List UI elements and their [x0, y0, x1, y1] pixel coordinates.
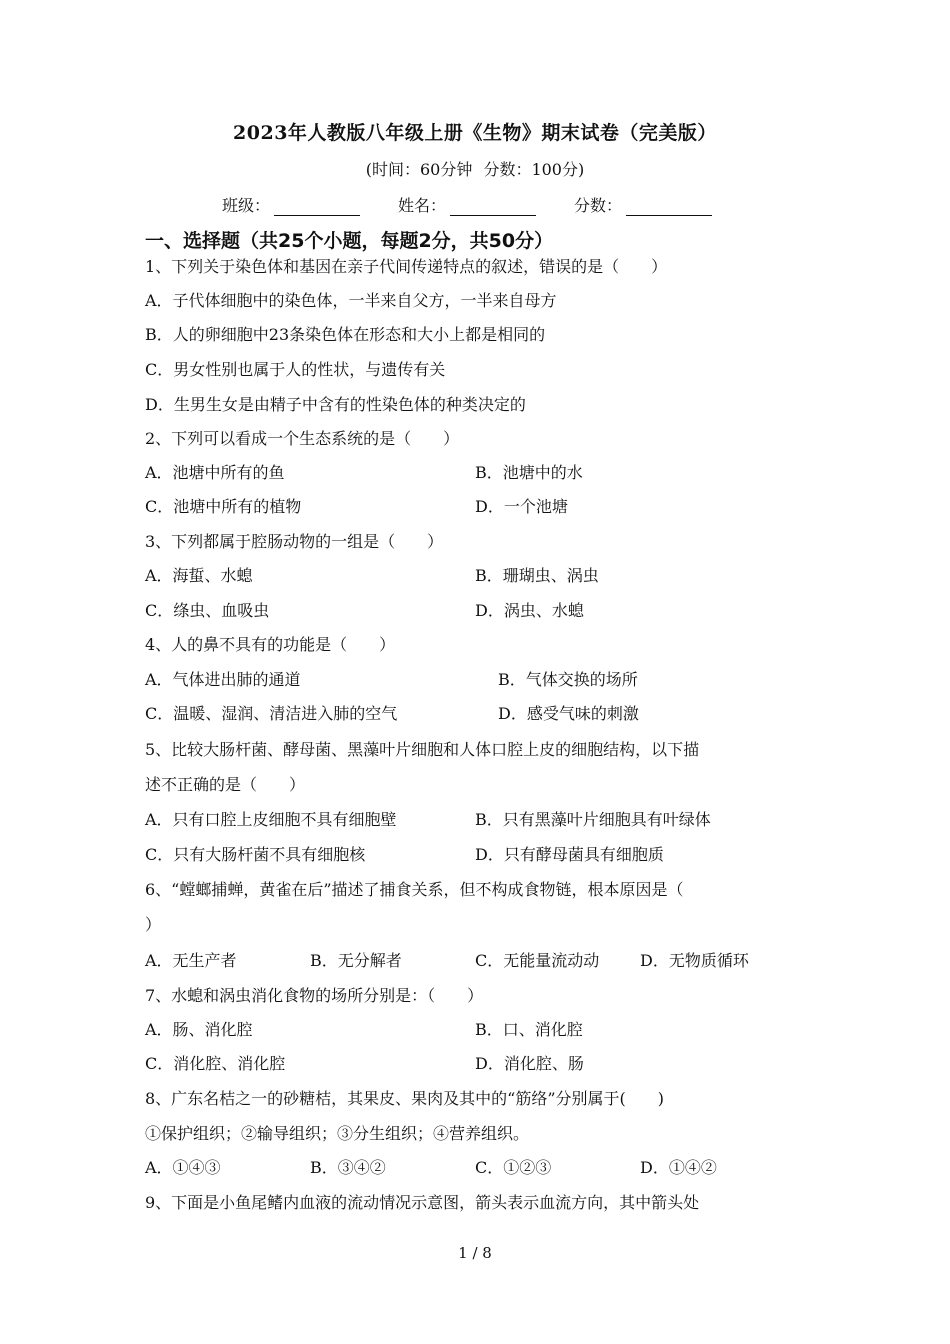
- question-2-option-d: D．一个池塘: [475, 497, 568, 516]
- question-1-stem: 1、下列关于染色体和基因在亲子代间传递特点的叙述，错误的是（ ）: [145, 257, 668, 276]
- question-6-option-d: D．无物质循环: [640, 951, 749, 970]
- question-8-stem-continued: ①保护组织；②输导组织；③分生组织；④营养组织。: [145, 1124, 530, 1143]
- question-3-option-b: B．珊瑚虫、涡虫: [475, 566, 599, 585]
- score-blank: [626, 197, 712, 216]
- exam-subtitle: (时间：60分钟 分数：100分): [365, 160, 585, 179]
- question-5-stem: 5、比较大肠杆菌、酵母菌、黑藻叶片细胞和人体口腔上皮的细胞结构，以下描: [145, 740, 700, 759]
- score-label: 分数：: [574, 196, 623, 215]
- name-blank: [450, 197, 536, 216]
- question-2-option-a: A．池塘中所有的鱼: [145, 463, 285, 482]
- question-4-stem: 4、人的鼻不具有的功能是（ ）: [145, 635, 396, 654]
- student-info-row: [222, 193, 750, 216]
- question-5-option-c: C．只有大肠杆菌不具有细胞核: [145, 845, 366, 864]
- question-7-stem: 7、水螅和涡虫消化食物的场所分别是：（ ）: [145, 986, 484, 1005]
- class-blank: [274, 197, 360, 216]
- question-8-option-d: D．①④②: [640, 1158, 717, 1177]
- question-4-option-a: A．气体进出肺的通道: [145, 670, 301, 689]
- question-6-option-c: C．无能量流动动: [475, 951, 600, 970]
- question-3-option-a: A．海蜇、水螅: [145, 566, 253, 585]
- question-4-option-b: B．气体交换的场所: [498, 670, 638, 689]
- question-5-option-b: B．只有黑藻叶片细胞具有叶绿体: [475, 810, 711, 829]
- question-6-stem-continued: ）: [145, 915, 162, 934]
- exam-title: 2023年人教版八年级上册《生物》期末试卷（完美版）: [233, 122, 717, 144]
- question-5-stem-continued: 述不正确的是（ ）: [145, 775, 306, 794]
- question-7-option-b: B．口、消化腔: [475, 1020, 583, 1039]
- question-7-option-c: C．消化腔、消化腔: [145, 1054, 286, 1073]
- name-field: [398, 193, 536, 216]
- question-2-stem: 2、下列可以看成一个生态系统的是（ ）: [145, 429, 460, 448]
- question-4-option-c: C．温暖、湿润、清洁进入肺的空气: [145, 704, 398, 723]
- question-3-option-c: C．绦虫、血吸虫: [145, 601, 270, 620]
- question-6-option-a: A．无生产者: [145, 951, 237, 970]
- question-8-option-c: C．①②③: [475, 1158, 552, 1177]
- question-7-option-a: A．肠、消化腔: [145, 1020, 253, 1039]
- page-number: 1 / 8: [458, 1244, 492, 1262]
- question-8-option-b: B．③④②: [310, 1158, 386, 1177]
- question-7-option-d: D．消化腔、肠: [475, 1054, 584, 1073]
- question-9-stem: 9、下面是小鱼尾鳍内血液的流动情况示意图，箭头表示血流方向，其中箭头处: [145, 1193, 700, 1212]
- question-3-stem: 3、下列都属于腔肠动物的一组是（ ）: [145, 532, 444, 551]
- name-label: 姓名：: [398, 196, 447, 215]
- question-4-option-d: D．感受气味的刺激: [498, 704, 639, 723]
- question-3-option-d: D．涡虫、水螅: [475, 601, 584, 620]
- score-field: [574, 193, 712, 216]
- class-field: [222, 193, 360, 216]
- question-1-option-b: B．人的卵细胞中23条染色体在形态和大小上都是相同的: [145, 325, 546, 344]
- question-5-option-d: D．只有酵母菌具有细胞质: [475, 845, 664, 864]
- question-8-option-a: A．①④③: [145, 1158, 221, 1177]
- question-5-option-a: A．只有口腔上皮细胞不具有细胞壁: [145, 810, 397, 829]
- question-6-stem: 6、“螳螂捕蝉，黄雀在后”描述了捕食关系，但不构成食物链，根本原因是（: [145, 880, 684, 899]
- question-1-option-c: C．男女性别也属于人的性状，与遗传有关: [145, 360, 446, 379]
- question-1-option-a: A．子代体细胞中的染色体，一半来自父方，一半来自母方: [145, 291, 557, 310]
- question-1-option-d: D．生男生女是由精子中含有的性染色体的种类决定的: [145, 395, 526, 414]
- class-label: 班级：: [222, 196, 271, 215]
- question-2-option-b: B．池塘中的水: [475, 463, 583, 482]
- section-heading: 一、选择题（共25个小题，每题2分，共50分）: [145, 230, 554, 252]
- question-2-option-c: C．池塘中所有的植物: [145, 497, 302, 516]
- question-6-option-b: B．无分解者: [310, 951, 402, 970]
- question-8-stem: 8、广东名桔之一的砂糖桔，其果皮、果肉及其中的“筋络”分别属于( ): [145, 1089, 665, 1108]
